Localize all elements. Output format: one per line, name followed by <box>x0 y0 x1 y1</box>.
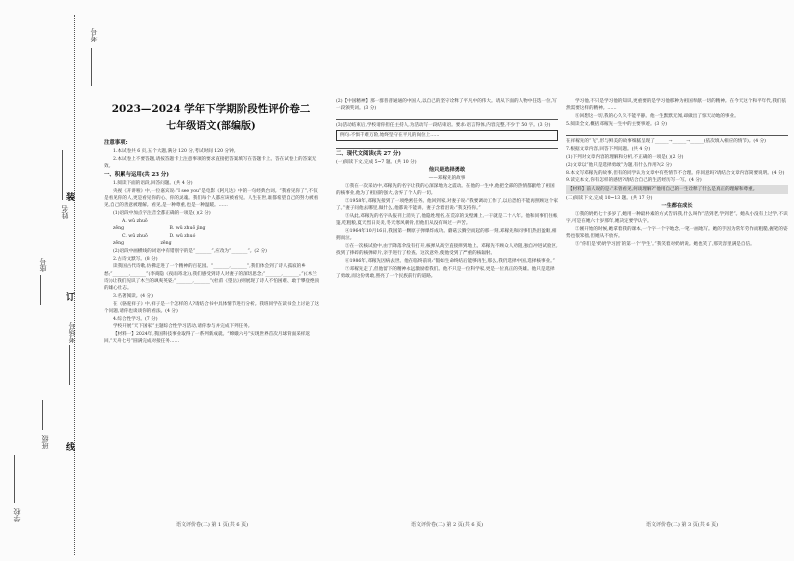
question-stem: 3.名著阅读。(4 分) <box>113 293 153 299</box>
option-c[interactable]: C. wū zhuō zēng <box>113 233 148 246</box>
notice-item: 1.本试卷共 6 页,五个大题,满分 120 分,考试时间 120 分钟。 <box>113 148 239 154</box>
question-stem: 2.古诗文默写。(8 分) <box>113 256 158 262</box>
notice-heading: 注意事项: <box>104 140 128 146</box>
section-heading: 二、现代文阅读(共 27 分) <box>336 151 401 158</box>
cut-mark-zhuang: 装 <box>66 193 76 203</box>
question-sub: (2)语段中画横线的词语中有错别字的是“_______”,应改为“_______”。(2 分) <box>113 248 267 254</box>
article-paragraph: ⑦邓稼先走了,但他留下的精神永远激励着我们。他不只是一位科学家,更是一位真正的英雄。他只是选择了勇敢,而这份勇敢,照亮了一个民族前行的道路。 <box>336 266 555 279</box>
label-xingming: 姓名 <box>61 205 69 219</box>
article-title: 他只是选择勇敢 <box>428 166 466 173</box>
label-kaochanghao: 考场号 <box>68 322 76 343</box>
binding-strip <box>0 0 100 561</box>
label-xuexiao: 学校 <box>13 508 21 522</box>
cut-mark-ding: 订 <box>66 293 76 303</box>
blank-kaochanghao[interactable] <box>69 345 71 385</box>
page-footer: 语文评价卷(二) 第 1 页(共 6 页) <box>175 522 249 528</box>
article-paragraph: ①我的奶奶七十多岁了,她用一种最朴素的方式告诉我,什么叫作“活到老,学到老”。她从小没有上过学,不识字,可是在她六十岁那年,她决定要学认字。 <box>566 211 788 225</box>
question-stem: 在祥稼先的“飞”,形与鲜美的故事细腻呈现了______→______→______(依次填入相应的情节)。(4 分) <box>566 138 766 144</box>
example-box: 例句:不惧千难万险,始终坚守在平凡的岗位上…… <box>336 130 558 141</box>
exam-subtitle: 七年级语文(部编版) <box>166 121 256 132</box>
label-banji: 班级 <box>41 435 49 449</box>
binding-dotted-line <box>74 15 76 555</box>
question-stem: 8.本文写邓稼先的故事,但有的同学认为文章中有些情节不合理。你同意吗?请结合文章内容简要说明。(4 分) <box>566 170 785 176</box>
page2-column <box>336 98 558 528</box>
option-a[interactable]: A. wǔ zhuō zēng <box>113 218 148 231</box>
part-heading: (一)阅读下文,完成 5~7 题。(共 10 分) <box>336 160 417 166</box>
page1-column <box>104 138 322 523</box>
cut-mark-xian: 线 <box>66 443 76 453</box>
exam-title: 2023—2024 学年下学期阶段性评价卷二 <box>111 103 311 115</box>
passage-text: 学校开展“天下国家”主题综合性学习活动,请你参与并完成下列任务。 <box>113 324 253 330</box>
passage-text: 读我国古代诗歌,仿佛走进了一个精神的百花园。“_______,_______”,我们体会到了诗人孤寂的乡愁;“_______,_______”(李商隐《夜雨寄北》),我们感受到诗人对妻子的深切思念;“_______,_______。”(《木兰诗》)让我们见识了木兰的飒爽英姿;“_______,_______”(杜甫《望岳》)则展现了诗人不怕困难、敢于攀登绝顶的雄心壮志。 <box>104 264 320 291</box>
article-paragraph: ④1964年10月16日,我国第一颗原子弹爆炸成功。蘑菇云腾空而起的那一刻,邓稼先和同事们热泪盈眶,相拥而泣。 <box>336 228 557 241</box>
article-paragraph: 学习他,不只是学习他的知识,更重要的是学习他那种为祖国奉献一切的精神。在今天这个和平年代,我们依然需要这样的精神。…… <box>566 99 787 112</box>
answer-line[interactable] <box>336 113 558 120</box>
article-paragraph: ⑤在一次核试验中,由于降落伞没有打开,核弹从高空直接摔到地上。邓稼先不顾众人劝阻,独自冲进试验区,找到了摔碎的核弹碎片,亲手进行了检查。这次意外,使他受到了严重的核辐射。 <box>336 243 558 256</box>
blank-xuexiao[interactable] <box>14 455 16 503</box>
article-paragraph: ⑥1986年,邓稼先因病去世。他在临终前说:“假如生命终结后能够再生,那么,我仍选择中国,选择核事业。” <box>345 258 555 264</box>
page-footer: 语文评价卷(二) 第 2 页(共 6 页) <box>410 522 484 528</box>
article-paragraph: ⑧回想这一切,我的心久久不能平静。他一生默默无闻,却做出了惊天动地的事业。 <box>575 113 739 119</box>
answer-line[interactable] <box>336 142 558 149</box>
question-stem: 1.阅读下面的语段,回答问题。(共 4 分) <box>113 180 193 186</box>
article-paragraph: ③“你们是‘奶奶学习团’的第一个‘学生’。”我笑着对奶奶说。她也笑了,那笑容里满是自信。 <box>575 241 755 247</box>
label-kaohao: 考号 <box>90 28 98 42</box>
section-heading: 一、积累与运用(共 23 分) <box>104 171 169 178</box>
question-stem: 9.读完本文,你有怎样的感悟?请结合自己的生活经历写一写。(4 分) <box>566 178 702 184</box>
shaded-material: 【材料】前人说的是:“未曾看见,何谈理解?”他用自己的一生诠释了什么是真正的理解和尊重。 <box>566 185 788 194</box>
blank-xingming[interactable] <box>62 150 64 200</box>
page-footer: 语文评价卷(二) 第 3 页(共 6 页) <box>645 522 719 528</box>
option-b[interactable]: B. wǔ zhuō jìng <box>169 225 206 231</box>
question-sub: (3)活动结束后,学校请你担任主持人,为活动写一段结束语。要求:语言得体,内容完整,不少于 50 字。(3 分) <box>336 123 551 129</box>
question-stem: 4.综合性学习。(7 分) <box>113 316 158 322</box>
notice-item: 2.本试卷上不要答题,请按答题卡上注意事项的要求直接把答案填写在答题卡上。答在试卷上的答案无效。 <box>104 156 317 169</box>
question-stem: 7.根据文章内容,回答下列问题。(共 4 分) <box>566 146 651 152</box>
blank-kaohao[interactable] <box>91 48 93 86</box>
question-sub: (1)语段中加点字注音全都正确的一项是( )(2 分) <box>113 210 211 216</box>
article-paragraph: ③从此,邓稼先的名字从报刊上消失了,他隐姓埋名,在荒凉的戈壁滩上,一干就是二十八年。他和同事们住帐篷,吃粗粮,夏天烈日炎炎,冬天寒风刺骨,但他们从没有叫过一声苦。 <box>336 213 558 226</box>
page3-column <box>566 98 788 528</box>
question-stem: 5.阅读全文,概括邓稼先一生中的主要事迹。(3 分) <box>566 121 668 127</box>
label-zuohao: 座号 <box>39 258 47 272</box>
article-title: 一生都在成长 <box>661 203 693 210</box>
passage-text: 【材料一】2024年,我国科技事业取得了一系列新成就。“嫦娥六号”实现世界首次月球背面采样返回,“天舟七号”圆满完成对接任务…… <box>104 332 311 345</box>
article-paragraph: ②1958年,邓稼先接到了一项绝密任务。他回到家,对妻子说:“我要调动工作了,以后恐怕不能再照顾这个家了。”妻子问他去哪里,做什么,他都说不能讲。妻子含着泪说:“我支持你。” <box>336 198 558 211</box>
passage-text: 在《骆驼祥子》中,祥子是一个怎样的人?请结合书中具体情节进行分析。我班同学在读书会上讨论了这个问题,请你也谈谈你的看法。(4 分) <box>104 301 320 314</box>
part-heading: (二)阅读下文,完成 10~13 题。(共 17 分) <box>566 196 653 202</box>
options-row <box>104 233 322 247</box>
article-byline: ——邓稼先的故事 <box>428 175 466 181</box>
article-paragraph: ②刚开始的时候,她拿着我的课本,一个字一个字地念,一笔一画地写。她的手因为常年劳作而粗糙,握笔的姿势也很笨拙,但她从不放弃。 <box>566 226 788 240</box>
options-row <box>104 218 322 232</box>
question-sub: (1)下列对文章内容的理解和分析,不正确的一项是( )(2 分) <box>566 154 684 160</box>
blank-banji[interactable] <box>42 400 44 430</box>
option-d[interactable]: D. wǔ zhuó zēng <box>160 233 196 246</box>
article-paragraph: ①我在一次采访中,邓稼先的名字让我的心深深地为之震动。在他的一生中,他把全部的热情都献给了祖国的核事业,他为了祖国的强大,舍弃了个人的一切。 <box>336 183 555 196</box>
passage-text: 央视《开讲啦》中,一位嘉宾说:“I see you”是电影《阿凡达》中的一句经典台词。“我看见你了”,不仅是看见你的人,更是看见你的心、你的灵魂。我们每个人都应该被看见。人生在世,谁都希望自己的努力被看见,自己的善意被理解。看见,是一种尊重,也是一种温暖。…… <box>104 188 319 208</box>
answer-line[interactable] <box>566 129 788 136</box>
blank-zuohao[interactable] <box>40 275 42 305</box>
question-sub: (2)文章以“他只是选择勇敢”为题,有什么作用?(2 分) <box>566 162 672 168</box>
question-sub: (2)【中国精神】那一群普普通通的中国人,以自己的坚守诠释了平凡中的伟大。请从下面的人物中任选一位,写一段颁奖词。(3 分) <box>336 99 557 112</box>
